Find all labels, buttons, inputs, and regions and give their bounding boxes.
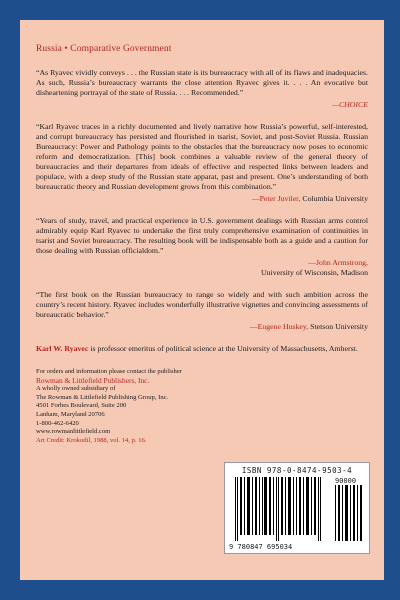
review-juviler — [36, 122, 368, 204]
author-bio-text: is professor emeritus of political science at the University of Massachusetts, Amherst. — [88, 344, 358, 353]
review-quote: “As Ryavec vividly conveys . . . the Russian state is its bureaucracy with all of its flaws and inadequacies. As such, Russia’s bureaucracy warrants the close attention Ryavec gives it. . . . An evocative but disheartening portrayal of the state of Russia. . . . Recommended.” — [36, 68, 368, 97]
review-attribution — [36, 100, 368, 110]
review-affiliation: University of Wisconsin, Madison — [261, 268, 368, 277]
isbn-number: ISBN 978-0-8474-9503-4 — [241, 466, 353, 475]
review-quote: “The first book on the Russian bureaucracy to range so widely and with such ambition across the country’s recent history. Ryavec includes wonderfully illustrative vignettes and convincing assessments of bureaucratic behavior.” — [36, 290, 368, 319]
review-source: —Peter Juviler, — [251, 194, 301, 203]
publisher-name: Rowman & Littlefield Publishers, Inc. — [36, 375, 150, 385]
publisher-line: Lanham, Maryland 20706 — [36, 410, 105, 418]
orders-intro: For orders and information please contact the publisher — [36, 368, 182, 375]
publisher-line: 1-800-462-6420 — [36, 419, 79, 427]
review-source: —CHOICE — [332, 100, 368, 109]
publisher-line: The Rowman & Littlefield Publishing Group, Inc. — [36, 393, 169, 401]
category-label: Russia • Comparative Government — [36, 44, 172, 54]
publisher-line: 4501 Forbes Boulevard, Suite 200 — [36, 402, 127, 410]
publisher-website: www.rowmanlittlefield.com — [36, 428, 111, 436]
review-armstrong — [36, 216, 368, 278]
back-cover-panel — [20, 20, 384, 580]
review-attribution — [36, 258, 368, 278]
author-name: Karl W. Ryavec — [36, 344, 89, 353]
author-bio — [36, 344, 368, 354]
publisher-line: A wholly owned subsidiary of — [36, 385, 116, 393]
review-affiliation: Columbia University — [300, 194, 368, 203]
publisher-info — [36, 368, 368, 445]
review-attribution — [36, 194, 368, 204]
review-affiliation: Stetson University — [308, 322, 368, 331]
review-attribution — [36, 322, 368, 332]
review-choice — [36, 68, 368, 110]
review-quote: “Karl Ryavec traces in a richly documented and lively narrative how Russia’s powerful, self-interested, and corrupt bureaucracy has persisted and flourished in tsarist, Soviet, and post-Soviet Russia. Russian Bureaucracy: Power and Pathology points to the obstacles that the bureaucracy now poses to economic reform and democratization. [This] book combines a valuable review of the general theory of bureaucracies and their departures from ideals of effective and respected links between leaders and populace, with a deep study of the Russian state apparat, past and present. One’s understanding of both bureaucratic theory and Russian development grows from this combination.” — [36, 122, 368, 191]
review-quote: “Years of study, travel, and practical experience in U.S. government dealings with Russian arms control admirably equip Karl Ryavec to undertake the first truly comprehensive examination of continuities in tsarist and Soviet bureaucracy. The resulting book will be indispensable both as a guide and a caution for those dealing with Russian officialdom.” — [36, 216, 368, 255]
review-source: —John Armstrong, — [308, 258, 368, 267]
barcode-digits: 9 780847 695034 — [229, 543, 293, 551]
art-credit: Art Credit: Krokodil, 1988, vol. 14, p. 16. — [36, 436, 147, 444]
isbn-barcode — [224, 462, 370, 554]
review-source: —Eugene Huskey, — [249, 322, 309, 331]
price-code: 90000 — [335, 477, 357, 485]
ean-barcode-bars — [231, 477, 331, 541]
price-barcode-bars — [335, 485, 363, 541]
review-huskey — [36, 290, 368, 332]
